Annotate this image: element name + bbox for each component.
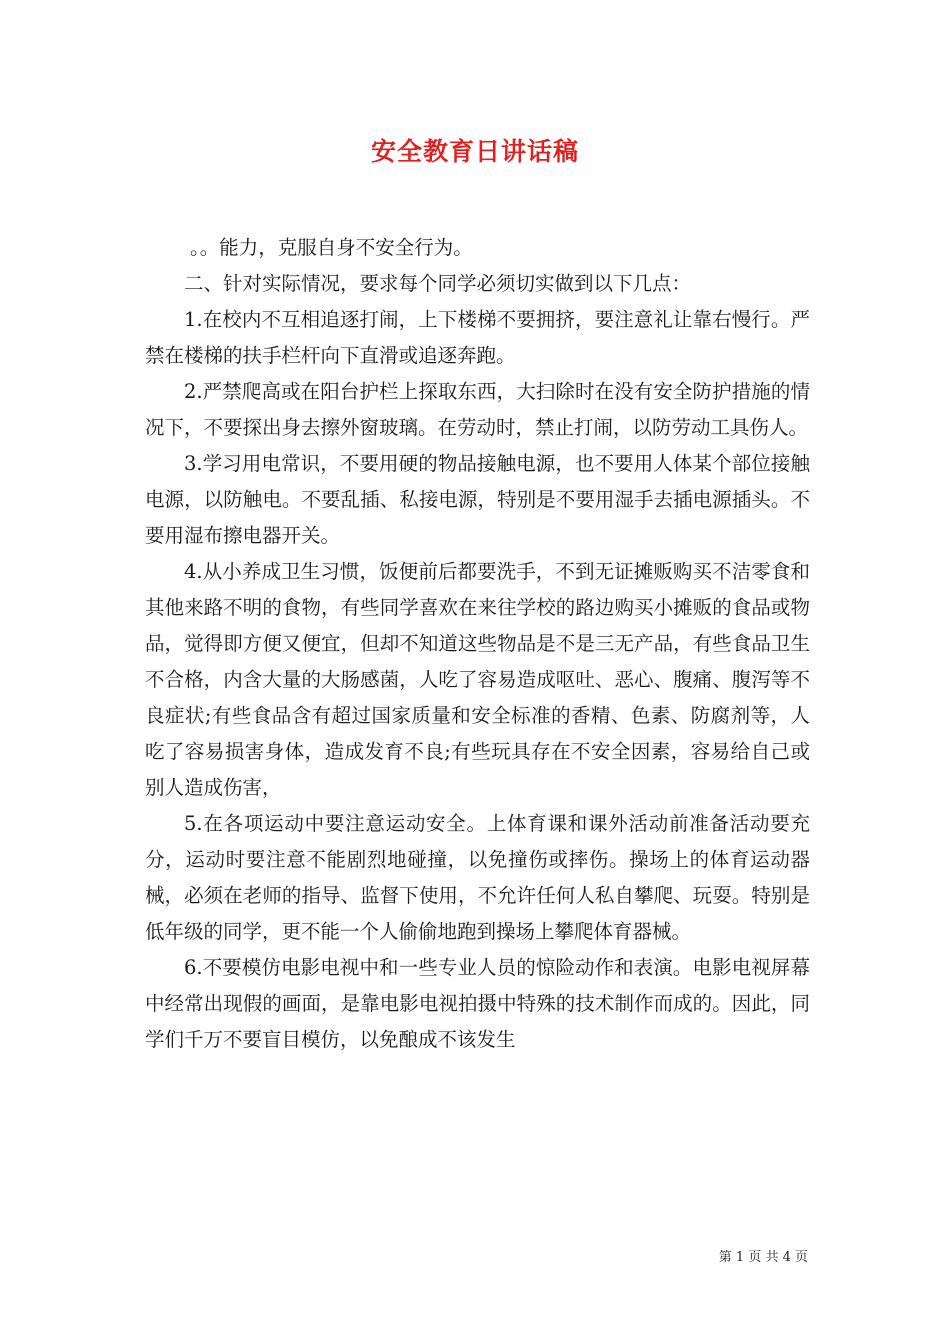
paragraph: 二、针对实际情况，要求每个同学必须切实做到以下几点： <box>184 272 692 295</box>
paragraph: 。。能力，克服自身不安全行为。 <box>190 236 473 259</box>
paragraph: 3.学习用电常识，不要用硬的物品接触电源，也不要用人体某个部位接触电源，以防触电。不要乱插、私接电源，特别是不要用湿手去插电源插头。不要用湿布擦电器开关。 <box>145 452 810 547</box>
paragraph: 2.严禁爬高或在阳台护栏上探取东西，大扫除时在没有安全防护措施的情况下，不要探出身去擦外窗玻璃。在劳动时，禁止打闹，以防劳动工具伤人。 <box>145 380 810 439</box>
document-body <box>145 230 810 1058</box>
paragraph: 4.从小养成卫生习惯，饭便前后都要洗手，不到无证摊贩购买不洁零食和其他来路不明的食物，有些同学喜欢在来往学校的路边购买小摊贩的食品或物品，觉得即方便又便宜，但却不知道这些物品是不是三无产品，有些食品卫生不合格，内含大量的大肠感菌，人吃了容易造成呕吐、恶心、腹痛、腹泻等不良症状;有些食品含有超过国家质量和安全标准的香精、色素、防腐剂等，人吃了容易损害身体，造成发育不良;有些玩具存在不安全因素，容易给自己或别人造成伤害， <box>145 560 810 799</box>
paragraph: 5.在各项运动中要注意运动安全。上体育课和课外活动前准备活动要充分，运动时要注意不能剧烈地碰撞，以免撞伤或摔伤。操场上的体育运动器械，必须在老师的指导、监督下使用，不允许任何人私自攀爬、玩耍。特别是低年级的同学，更不能一个人偷偷地跑到操场上攀爬体育器械。 <box>145 812 810 943</box>
paragraph: 6.不要模仿电影电视中和一些专业人员的惊险动作和表演。电影电视屏幕中经常出现假的画面，是靠电影电视拍摄中特殊的技术制作而成的。因此，同学们千万不要盲目模仿，以免酿成不该发生 <box>145 956 810 1051</box>
page-title: 安全教育日讲话稿 <box>370 137 579 166</box>
page-footer: 第 1 页 共 4 页 <box>718 1250 808 1265</box>
paragraph: 1.在校内不互相追逐打闹，上下楼梯不要拥挤，要注意礼让靠右慢行。严禁在楼梯的扶手栏杆向下直滑或追逐奔跑。 <box>145 308 810 367</box>
